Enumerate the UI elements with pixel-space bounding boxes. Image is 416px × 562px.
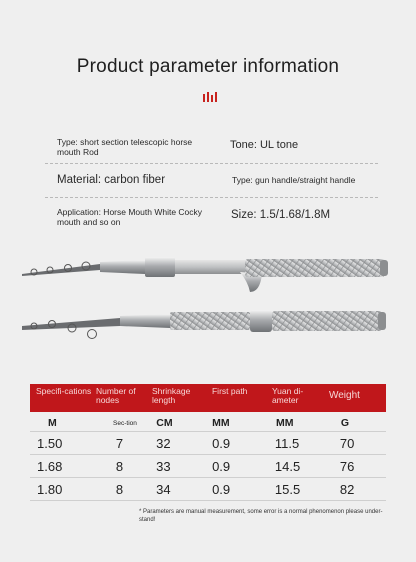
column-header: First path — [211, 386, 248, 396]
unit-cell: M — [48, 417, 57, 429]
row-divider — [30, 500, 386, 501]
table-cell: 0.9 — [212, 481, 231, 497]
table-cell: 76 — [339, 458, 355, 474]
page-title: Product parameter information — [76, 56, 340, 77]
table-row — [30, 432, 386, 454]
brand-logo-icon — [203, 92, 217, 102]
divider — [45, 197, 378, 199]
table-cell: 8 — [115, 481, 124, 497]
table-cell: 7 — [115, 435, 124, 451]
param-material: Material: carbon fiber — [57, 174, 166, 186]
divider — [45, 163, 378, 165]
units-row — [30, 414, 386, 432]
unit-cell: Sec-tion — [113, 419, 137, 427]
column-header: Yuan di-ameter — [271, 386, 304, 405]
table-cell: 0.9 — [212, 435, 231, 451]
table-cell: 32 — [156, 435, 171, 451]
table-cell: 1.80 — [37, 481, 63, 497]
column-header: Number of nodes — [95, 386, 136, 405]
table-cell: 14.5 — [274, 458, 301, 474]
table-cell: 11.5 — [274, 435, 300, 451]
param-tone: Tone: UL tone — [230, 139, 299, 151]
table-row — [30, 478, 386, 500]
column-header: Shrinkage length — [152, 386, 191, 405]
table-cell: 0.9 — [212, 458, 231, 474]
table-row — [30, 455, 386, 477]
table-header — [30, 384, 386, 412]
unit-cell: MM — [212, 417, 230, 429]
param-type-handle: Type: gun handle/straight handle — [232, 175, 356, 185]
unit-cell: CM — [156, 417, 173, 429]
param-application: Application: Horse Mouth White Cocky mouth and so on — [57, 207, 203, 227]
table-cell: 15.5 — [274, 481, 301, 497]
param-size: Size: 1.5/1.68/1.8M — [231, 209, 331, 221]
table-cell: 1.50 — [37, 435, 63, 451]
unit-cell: MM — [275, 417, 294, 429]
column-header: Weight — [328, 390, 360, 401]
table-cell: 33 — [156, 458, 171, 474]
straight-handle-rod-image — [20, 306, 392, 358]
table-cell: 8 — [115, 458, 124, 474]
gun-handle-rod-image — [20, 248, 392, 296]
table-cell: 34 — [156, 481, 171, 497]
unit-cell: G — [340, 417, 350, 429]
table-cell: 82 — [339, 481, 355, 497]
table-cell: 70 — [339, 435, 355, 451]
column-header: Specifi-cations — [36, 386, 92, 396]
footnote: * Parameters are manual measurement, some error is a normal phenomenon please under-stand! — [139, 509, 383, 523]
param-type-rod: Type: short section telescopic horse mouth Rod — [57, 137, 193, 157]
table-cell: 1.68 — [37, 458, 63, 474]
